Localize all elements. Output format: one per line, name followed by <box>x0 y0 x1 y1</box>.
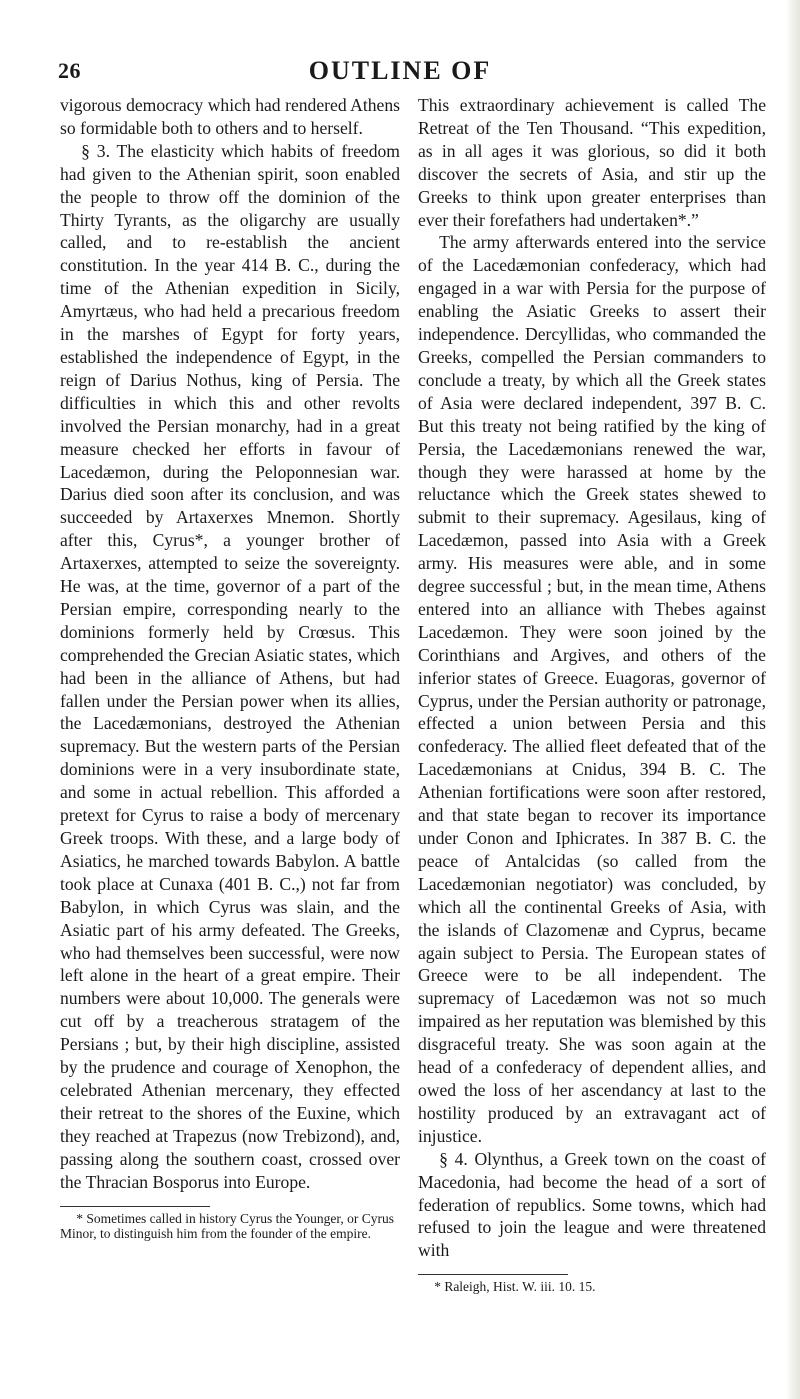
left-column <box>60 94 400 1241</box>
running-title: OUTLINE OF <box>308 56 492 85</box>
right-column <box>418 94 766 1294</box>
right-paragraph-3: § 4. Olynthus, a Greek town on the coast of Macedonia, had become the head of a sort of federation of republics. Some towns, which had refused to join the league and were threatened with <box>418 1148 766 1261</box>
right-paragraph-1: This extraordinary achievement is called The Retreat of the Ten Thousand. “This expedition, as in all ages it was glorious, so did it both discover the secrets of Asia, and stir up the Greeks to think upon greater enterprises than ever their forefathers had undertaken*.” <box>418 95 766 230</box>
left-footnote: * Sometimes called in history Cyrus the Younger, or Cyrus Minor, to distinguish him from the founder of the empire. <box>60 1210 395 1241</box>
scan-edge-shadow <box>786 0 800 1399</box>
page-number: 26 <box>58 58 81 83</box>
right-paragraph-2: The army afterwards entered into the service of the Lacedæmonian confederacy, which had engaged in a war with Persia for the purpose of enabling the Asiatic Greeks to assert their independence. Dercyllidas, who commanded the Greeks, compelled the Persian commanders to conclude a treaty, by which all the Greek states of Asia were declared independent, 397 B. C. But this treaty not being ratified by the king of Persia, the Lacedæmonians renewed the war, though they were harassed at home by the reluctance which the Greek states shewed to submit to their supremacy. Agesilaus, king of Lacedæmon, passed into Asia with a Greek army. His measures were able, and in some degree successful ; but, in the mean time, Athens entered into an alliance with Thebes against Lacedæmon. They were soon joined by the Corinthians and Argives, and others of the inferior states of Greece. Euagoras, governor of Cyprus, under the Persian authority or patronage, effected a union between Persia and this confederacy. The allied fleet defeated that of the Lacedæmonians at Cnidus, 394 B. C. The Athenian fortifications were soon after restored, and that state began to recover its importance under Conon and Iphicrates. In 387 B. C. the peace of Antalcidas (so called from the Lacedæmonian negotiator) was concluded, by which all the continental Greeks of Asia, with the islands of Clazomenæ and Cyprus, became again subject to Persia. The European states of Greece were to be all independent. The supremacy of Lacedæmon was not so much impaired as her reputation was blemished by this disgraceful treaty. She was soon again at the head of a confederacy of dependent allies, and owed the loss of her ascendancy at last to the hostility produced by an extravagant act of injustice. <box>418 232 766 1146</box>
footnote-rule <box>60 1206 210 1207</box>
left-paragraph-1: vigorous democracy which had rendered Athens so formidable both to others and to herself. <box>60 95 400 138</box>
right-footnote: * Raleigh, Hist. W. iii. 10. 15. <box>434 1279 596 1295</box>
footnote-rule <box>418 1274 568 1275</box>
left-paragraph-2: § 3. The elasticity which habits of freedom had given to the Athenian spirit, soon enabled the people to throw off the dominion of the Thirty Tyrants, as the oligarchy are usually called, and to re-establish the ancient constitution. In the year 414 B. C., during the time of the Athenian expedition in Sicily, Amyrtæus, who had held a precarious freedom in the marshes of Egypt for forty years, established the independence of Egypt, in the reign of Darius Nothus, king of Persia. The difficulties in which this and other revolts involved the Persian monarchy, had in a great measure checked her efforts in favour of Lacedæmon, during the Peloponnesian war. Darius died soon after its conclusion, and was succeeded by Artaxerxes Mnemon. Shortly after this, Cyrus*, a younger brother of Artaxerxes, attempted to seize the sovereignty. He was, at the time, governor of a part of the Persian empire, corresponding nearly to the dominions formerly held by Crœsus. This comprehended the Grecian Asiatic states, which had been in the alliance of Athens, but had fallen under the Persian power when its allies, the Lacedæmonians, destroyed the Athenian supremacy. But the western parts of the Persian dominions were in a very insubordinate state, and some in actual rebellion. This afforded a pretext for Cyrus to raise a body of mercenary Greek troops. With these, and a large body of Asiatics, he marched towards Babylon. A battle took place at Cunaxa (401 B. C.,) not far from Babylon, in which Cyrus was slain, and the Asiatic part of his army defeated. The Greeks, who had themselves been successful, were now left alone in the heart of a great empire. Their numbers were about 10,000. The generals were cut off by a treacherous stratagem of the Persians ; but, by their high discipline, assisted by the prudence and courage of Xenophon, the celebrated Athenian mercenary, they effected their retreat to the shores of the Euxine, which they reached at Trapezus (now Trebizond), and, passing along the southern coast, crossed over the Thracian Bosporus into Europe. <box>60 140 400 1192</box>
